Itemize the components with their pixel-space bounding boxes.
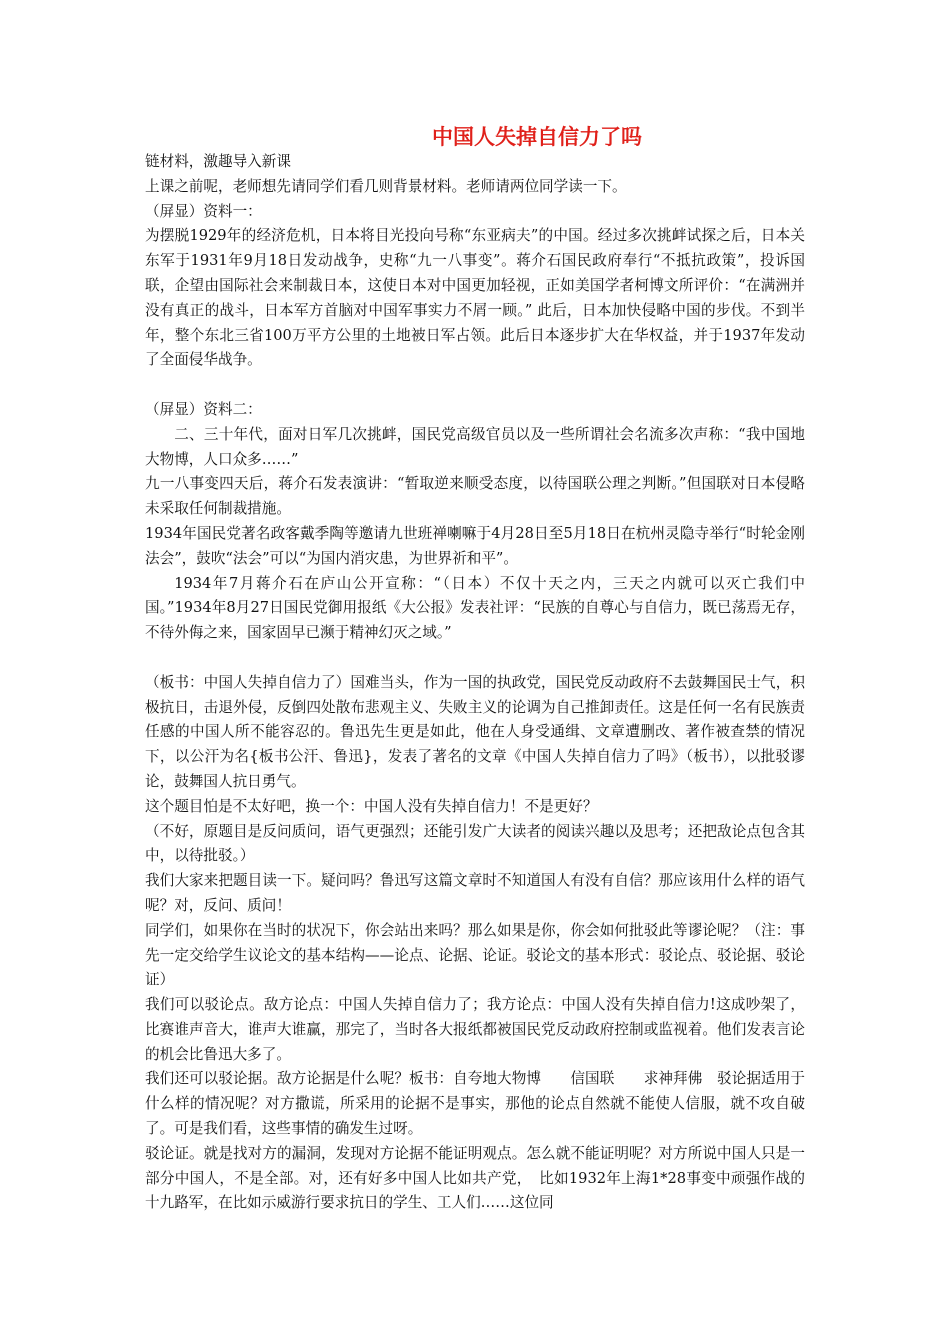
paragraph-material-one-label: （屏显）资料一： xyxy=(145,202,262,220)
paragraph-students-question: 同学们，如果你在当时的状况下，你会站出来吗？那么如果是你，你会如何批驳此等谬论呢？（注：事先一定交给学生议论文的基本结构——论点、论据、论证。驳论文的基本形式：驳论点、驳论据、驳论证） xyxy=(145,921,805,989)
paragraph-title-question: 这个题目怕是不太好吧，换一个：中国人没有失掉自信力！不是更好？ xyxy=(145,797,598,815)
paragraph-spacer xyxy=(145,373,805,398)
paragraph-spacer xyxy=(145,646,805,671)
paragraph-intro: 上课之前呢，老师想先请同学们看几则背景材料。老师请两位同学读一下。 xyxy=(145,177,627,195)
paragraph-material-two-c: 1934年国民党著名政客戴季陶等邀请九世班禅喇嘛于4月28日至5月18日在杭州灵隐寺举行“时轮金刚法会”，鼓吹“法会”可以“为国内消灾患，为世界祈和平”。 xyxy=(145,524,805,567)
paragraph-material-two-d: 1934年7月蒋介石在庐山公开宣称：“（日本）不仅十天之内，三天之内就可以灭亡我们中国。”1934年8月27日国民党御用报纸《大公报》发表社评：“民族的自尊心与自信力，既已荡焉无存，不待外侮之来，国家固早已濒于精神幻灭之域。” xyxy=(145,574,805,642)
paragraph-blackboard: （板书：中国人失掉自信力了）国难当头，作为一国的执政党，国民党反动政府不去鼓舞国民士气，积极抗日，击退外侵，反倒四处散布悲观主义、失败主义的论调为自己推卸责任。这是任何一名有民族责任感的中国人所不能容忍的。鲁迅先生更是如此，他在人身受通缉、文章遭删改、著作被查禁的情况下，以公汗为名{板书公汗、鲁迅}，发表了著名的文章《中国人失掉自信力了吗》（板书），以批驳谬论，鼓舞国人抗日勇气。 xyxy=(145,673,805,790)
paragraph-refute-argument: 我们可以驳论点。敌方论点：中国人失掉自信力了；我方论点：中国人没有失掉自信力!这成吵架了，比赛谁声音大，谁声大谁赢，那完了，当时各大报纸都被国民党反动政府控制或监视着。他们发表言论的机会比鲁迅大多了。 xyxy=(145,996,805,1063)
document-body xyxy=(145,150,805,1216)
paragraph-read-title: 我们大家来把题目读一下。疑问吗？鲁迅写这篇文章时不知道国人有没有自信？那应该用什么样的语气呢？对，反问、质问！ xyxy=(145,872,805,914)
paragraph-material-one: 为摆脱1929年的经济危机，日本将目光投向号称“东亚病夫”的中国。经过多次挑衅试探之后，日本关东军于1931年9月18日发动战争，史称“九一八事变”。蒋介石国民政府奉行“不抵抗政策”，投诉国联，企望由国际社会来制裁日本，这使日本对中国更加轻视，正如美国学者柯博文所评价：“在满洲并没有真正的战斗，日本军方首脑对中国军事实力不屑一顾。” 此后，日本加快侵略中国的步伐。不到半年，整个东北三省100万平方公里的土地被日军占领。此后日本逐步扩大在华权益，并于1937年发动了全面侵华战争。 xyxy=(145,227,805,369)
document-title: 中国人失掉自信力了吗 xyxy=(432,125,642,149)
paragraph-material-two-b: 九一八事变四天后，蒋介石发表演讲：“暂取逆来顺受态度，以待国联公理之判断。”但国联对日本侵略未采取任何制裁措施。 xyxy=(145,475,805,518)
paragraph-title-answer: （不好，原题目是反问质问，语气更强烈；还能引发广大读者的阅读兴趣以及思考；还把敌论点包含其中，以待批驳。） xyxy=(145,822,805,865)
paragraph-refute-evidence: 我们还可以驳论据。敌方论据是什么呢？板书：自夸地大物博 信国联 求神拜佛 驳论据适用于什么样的情况呢？对方撒谎，所采用的论据不是事实，那他的论点自然就不能使人信服，就不攻自破了。可是我们看，这些事情的确发生过呀。 xyxy=(145,1070,805,1138)
paragraph-intro-heading: 链材料，激趣导入新课 xyxy=(145,153,291,170)
paragraph-refute-reasoning: 驳论证。就是找对方的漏洞，发现对方论据不能证明观点。怎么就不能证明呢？对方所说中国人只是一部分中国人，不是全部。对，还有好多中国人比如共产党， 比如1932年上海1*28事变中顽强作战的十九路军，在比如示威游行要求抗日的学生、工人们……这位同 xyxy=(145,1144,805,1212)
paragraph-material-two-label: （屏显）资料二： xyxy=(145,400,262,418)
paragraph-material-two-a: 二、三十年代，面对日军几次挑衅，国民党高级官员以及一些所谓社会名流多次声称：“我中国地大物博，人口众多……” xyxy=(145,425,805,468)
